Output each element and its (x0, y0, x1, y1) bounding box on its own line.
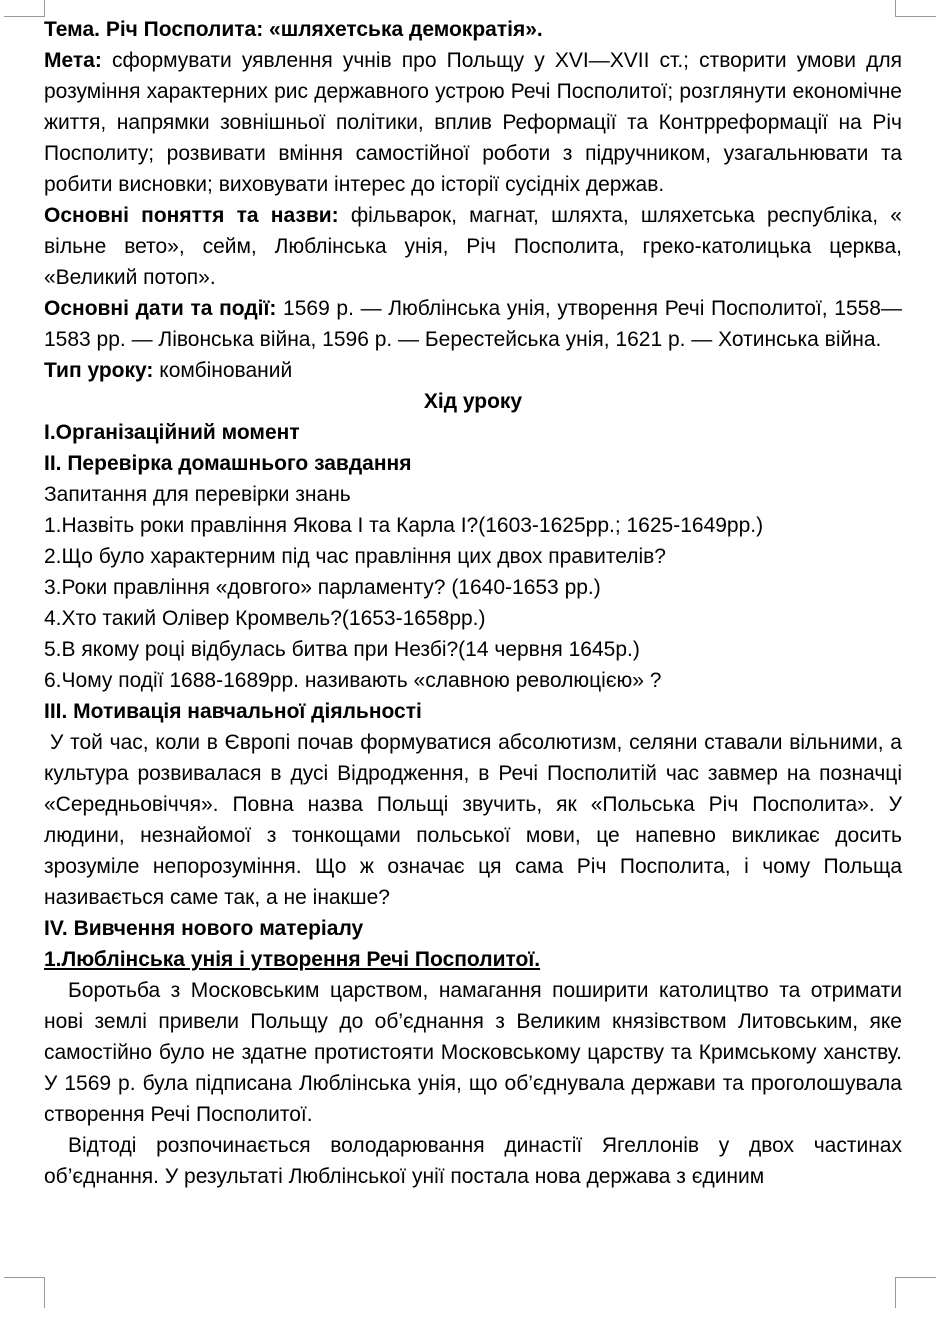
course-title: Хід уроку (423, 390, 523, 413)
question-item: 2.Що було характерним під час правління цих двох правителів? (44, 545, 666, 568)
section-heading-3: ІІІ. Мотивація навчальної діяльності (44, 700, 422, 723)
lesson-type-label: Тип уроку: (44, 359, 154, 382)
question-item: 6.Чому події 1688-1689рр. називають «славною революцією» ? (44, 669, 662, 692)
question-item: 1.Назвіть роки правління Якова І та Карла І?(1603-1625рр.; 1625-1649рр.) (44, 514, 764, 537)
question-item: 5.В якому році відбулась битва при Незбі?(14 червня 1645р.) (44, 638, 640, 661)
section-heading-4: IV. Вивчення нового матеріалу (44, 917, 364, 940)
crop-mark-bottom-left (4, 1277, 45, 1308)
body-paragraph-2: Відтоді розпочинається володарювання династії Ягеллонів у двох частинах об’єднання. У результаті Люблінської унії постала нова держава з єдиним (44, 1134, 902, 1188)
dates-paragraph (44, 293, 902, 355)
topic-line (44, 14, 902, 45)
dates-text: 1569 р. — Люблінська унія, утворення Речі Посполитої, 1558—1583 рр. — Лівонська війна, 1596 р. — Берестейська унія, 1621 р. — Хотинська війна. (44, 297, 902, 351)
concepts-label: Основні поняття та назви: (44, 204, 339, 227)
goal-text: сформувати уявлення учнів про Польщу у XVI—XVII ст.; створити умови для розуміння характерних рис державного устрою Речі Посполитої; розглянути економічне життя, напрямки зовнішньої політики, вплив Реформації та Контрреформації на Річ Посполиту; розвивати вміння самостійної роботи з підручником, узагальнювати та робити висновки; виховувати інтерес до історії сусідніх держав. (44, 49, 902, 196)
topic-text: Річ Посполита: «шляхетська демократія». (105, 18, 543, 41)
crop-mark-bottom-right (895, 1277, 936, 1308)
concepts-text: фільварок, магнат, шляхта, шляхетська республіка, « вільне вето», сейм, Люблінська унія, Річ Посполита, греко-католицька церква, «Великий потоп». (44, 204, 902, 289)
subsection-heading-1: 1.Люблінська унія і утворення Речі Посполитої. (44, 948, 541, 971)
topic-label: Тема. (44, 18, 100, 41)
concepts-paragraph (44, 200, 902, 293)
lesson-type-line (44, 355, 902, 386)
question-item: 4.Хто такий Олівер Кромвель?(1653-1658рр.) (44, 607, 486, 630)
goal-paragraph (44, 45, 902, 200)
questions-intro: Запитання для перевірки знань (44, 483, 351, 506)
dates-label: Основні дати та події: (44, 297, 277, 320)
lesson-type-text: комбінований (159, 359, 293, 382)
goal-label: Мета: (44, 49, 102, 72)
crop-mark-top-left (4, 0, 45, 17)
document-page (44, 14, 902, 1192)
body-paragraph-1: Боротьба з Московським царством, намагання поширити католицтво та отримати нові землі привели Польщу до об’єднання з Великим князівством Литовським, яке самостійно було не здатне протистояти Московському царству та Кримському ханству. У 1569 р. була підписана Люблінська унія, що об’єднувала держави та проголошувала створення Речі Посполитої. (44, 979, 902, 1126)
section-heading-2: ІІ. Перевірка домашнього завдання (44, 452, 412, 475)
motivation-paragraph: У той час, коли в Європі почав формуватися абсолютизм, селяни ставали вільними, а культура розвивалася в дусі Відродження, в Речі Посполитій час завмер на позначці «Середньовіччя». Повна назва Польщі звучить, як «Польська Річ Посполита». У людини, незнайомої з тонкощами польської мови, це напевно викликає досить зрозуміле непорозуміння. Що ж означає ця сама Річ Посполита, і чому Польща називається саме так, а не інакше? (44, 731, 902, 909)
section-heading-1: І.Організаційний момент (44, 421, 300, 444)
question-item: 3.Роки правління «довгого» парламенту? (1640-1653 рр.) (44, 576, 601, 599)
